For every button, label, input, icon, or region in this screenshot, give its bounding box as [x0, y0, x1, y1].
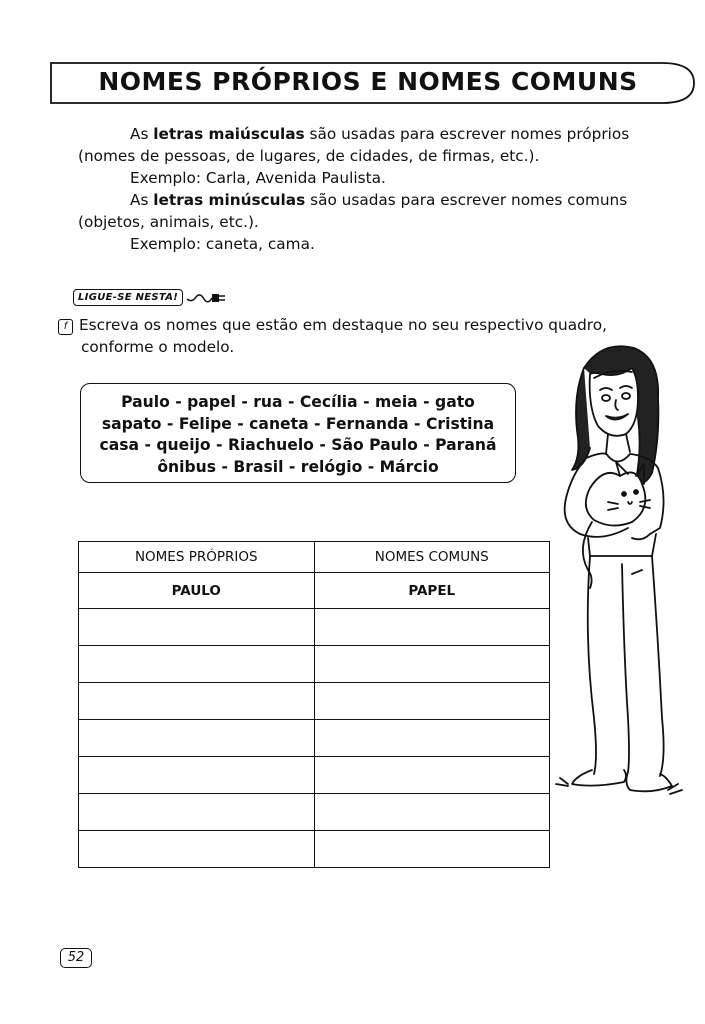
intro-p2-bold: letras minúsculas [153, 191, 306, 209]
plug-icon [186, 290, 230, 306]
exercise-line-2: conforme o modelo. [81, 338, 235, 356]
intro-p1-text: são usadas para escrever nomes próprios (nomes de pessoas, de lugares, de cidades, de firmas, etc.). [78, 125, 630, 165]
table-row [79, 683, 550, 720]
table-row [79, 646, 550, 683]
page-number: 52 [60, 948, 92, 968]
intro-paragraph-2 [78, 189, 690, 233]
word-bank-line: ônibus - Brasil - relógio - Márcio [157, 457, 439, 476]
table-row [79, 609, 550, 646]
answer-cell-proper[interactable] [79, 720, 315, 757]
answer-cell-proper[interactable] [79, 757, 315, 794]
header-common-nouns: NOMES COMUNS [314, 542, 550, 573]
exercise-line-1 [58, 314, 690, 336]
model-common-noun: PAPEL [314, 573, 550, 609]
answer-cell-common[interactable] [314, 794, 550, 831]
intro-p1-prefix: As [130, 125, 154, 143]
tip-tag-label: LIGUE-SE NESTA! [73, 289, 183, 306]
answer-cell-common[interactable] [314, 720, 550, 757]
title-banner [50, 62, 686, 102]
table-model-row [79, 573, 550, 609]
exercise-number: f [58, 319, 73, 335]
intro-example-1: Exemplo: Carla, Avenida Paulista. [130, 169, 386, 187]
table-row [79, 831, 550, 868]
answer-cell-proper[interactable] [79, 646, 315, 683]
intro-p2-prefix: As [130, 191, 154, 209]
word-bank-line: sapato - Felipe - caneta - Fernanda - Cristina [101, 414, 495, 433]
answer-table [78, 541, 550, 868]
answer-cell-common[interactable] [314, 831, 550, 868]
word-bank [80, 383, 516, 483]
intro-example-2: Exemplo: caneta, cama. [130, 235, 315, 253]
word-bank-line: Paulo - papel - rua - Cecília - meia - gato [121, 393, 475, 411]
table-row [79, 757, 550, 794]
answer-cell-common[interactable] [314, 646, 550, 683]
tip-tag [73, 287, 230, 305]
answer-cell-common[interactable] [314, 683, 550, 720]
answer-cell-proper[interactable] [79, 609, 315, 646]
header-proper-nouns: NOMES PRÓPRIOS [79, 542, 315, 573]
answer-cell-proper[interactable] [79, 794, 315, 831]
answer-cell-proper[interactable] [79, 683, 315, 720]
answer-cell-proper[interactable] [79, 831, 315, 868]
intro-p1-bold: letras maiúsculas [153, 125, 305, 143]
intro-text [78, 123, 690, 255]
answer-cell-common[interactable] [314, 609, 550, 646]
table-row [79, 720, 550, 757]
page-title: NOMES PRÓPRIOS E NOMES COMUNS [98, 67, 638, 96]
intro-paragraph-1 [78, 123, 690, 167]
model-proper-noun: PAULO [79, 573, 315, 609]
girl-with-cat-illustration [532, 338, 692, 798]
answer-cell-common[interactable] [314, 757, 550, 794]
table-row [79, 794, 550, 831]
intro-p2-text: são usadas para escrever nomes comuns (objetos, animais, etc.). [78, 191, 628, 231]
table-header-row [79, 542, 550, 573]
word-bank-line: casa - queijo - Riachuelo - São Paulo - Paraná [99, 436, 497, 454]
exercise-text-1: Escreva os nomes que estão em destaque no seu respectivo quadro, [79, 316, 607, 334]
